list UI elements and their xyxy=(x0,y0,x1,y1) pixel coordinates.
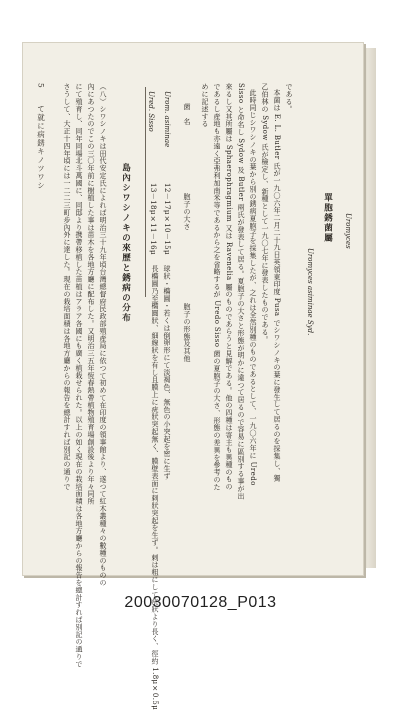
table-cell-name: Ured. Sisso xyxy=(147,91,155,132)
archive-id-caption: 20030070128_P013 xyxy=(124,594,277,611)
body-line: めに記述する xyxy=(201,83,209,128)
table-header-size: 胞子の大さ xyxy=(183,193,191,230)
table-cell-form: 球狀・橢圓・若くは倒卵形にて淡褐色、無色の小突起を密に生ず xyxy=(163,265,171,480)
body-line: であるし産地も亦遠く亞弗利加南米等であるから之を省略するが Uredo Sisso 菌の夏胞子の大さ、形態の差異を參考のた xyxy=(213,83,221,491)
running-head-title: て就に病銹キノツワシ xyxy=(36,105,46,190)
body-line: 來るし又其所屬は Sphaerophragmium 又は Ravenelia 屬のものであらうと見解である。他の四種は寄主も異種のもの xyxy=(225,83,233,491)
body-line: にて殖育し、同年同場北斗萬國に、同邸より携帶移植した苗植はアラア各國にも廣く植栽せられた。以上の如く現在の栽培面積は各地方廳からの報告を總計すれば別記の通りで xyxy=(75,83,83,668)
body-line: （八）シワシノキは田代安定氏によれば明治三十九年頃台灣總督府民政部殖産局に依つて初めて在印度の領事館より、遂つて紅木叢種々の數種のものの xyxy=(99,83,107,587)
species-name-latin: Uromyces asiminae Syd. xyxy=(306,248,314,336)
table-header-name: 菌 名 xyxy=(183,103,191,126)
body-line: 本菌は E. L. Butler 氏が一九〇六年二月二十九日英領東印度 Pusa でシワシノキの葉に發生して居るのを採集し、獨 xyxy=(273,89,281,482)
table-cell-size: 12－17μ×10－15μ xyxy=(163,183,171,255)
genus-heading-latin: Uromyces xyxy=(344,213,352,249)
table-cell-form: 長橢圓乃至橢圓狀、細線狀を有し且膜上に疣狀突起無く、膜壁表面に刺狀突起を生ず。刺は粗にして疣狀より長く、徑約 1.8μ×0.5μ xyxy=(151,265,159,710)
table-cell-name: Urom. asiminae xyxy=(163,91,171,148)
body-line: 內にあつたのでこの三〇年前に樹植した事は苗木を各地方廳に配布した。又明治三五年恆春熱帶植物殖育場創設後より年々同所 xyxy=(87,83,95,505)
table-cell-size: 13－18μ×11－16μ xyxy=(149,183,157,255)
page-number: 5 xyxy=(36,83,46,88)
body-line: Sisso と命名し Sydow 及 Butler 兩氏が發表して居る。夏胞子の大さと形態が明かに違つて居るので容易に區別する事が出 xyxy=(237,83,245,500)
body-line: である。 xyxy=(285,83,293,113)
section-heading-distribution: 島內シワシノキの來歷と銹病の分布 xyxy=(120,163,131,323)
body-line: 此時同じシワシノキの葉から別の銹病夏胞子を採集したが、之れは全然別種のものであるとして、一九〇六年に Uredo xyxy=(249,89,257,486)
section-heading-genus: 單胞銹菌屬 xyxy=(322,193,333,243)
table-header-form: 胞子の形態及其他 xyxy=(183,303,191,363)
page-edge-shadow xyxy=(362,48,376,568)
body-line: さうして、大正十四年頃には一二二三町步內外に達した。現在の栽培面積は各地方廳からの報告を總計すれば別記の通りで xyxy=(63,83,71,490)
table-divider xyxy=(145,87,146,297)
body-line: 乙伯林の Sydow 氏が檢定し、新種として一九〇七年に發表したものである。 xyxy=(261,83,269,344)
